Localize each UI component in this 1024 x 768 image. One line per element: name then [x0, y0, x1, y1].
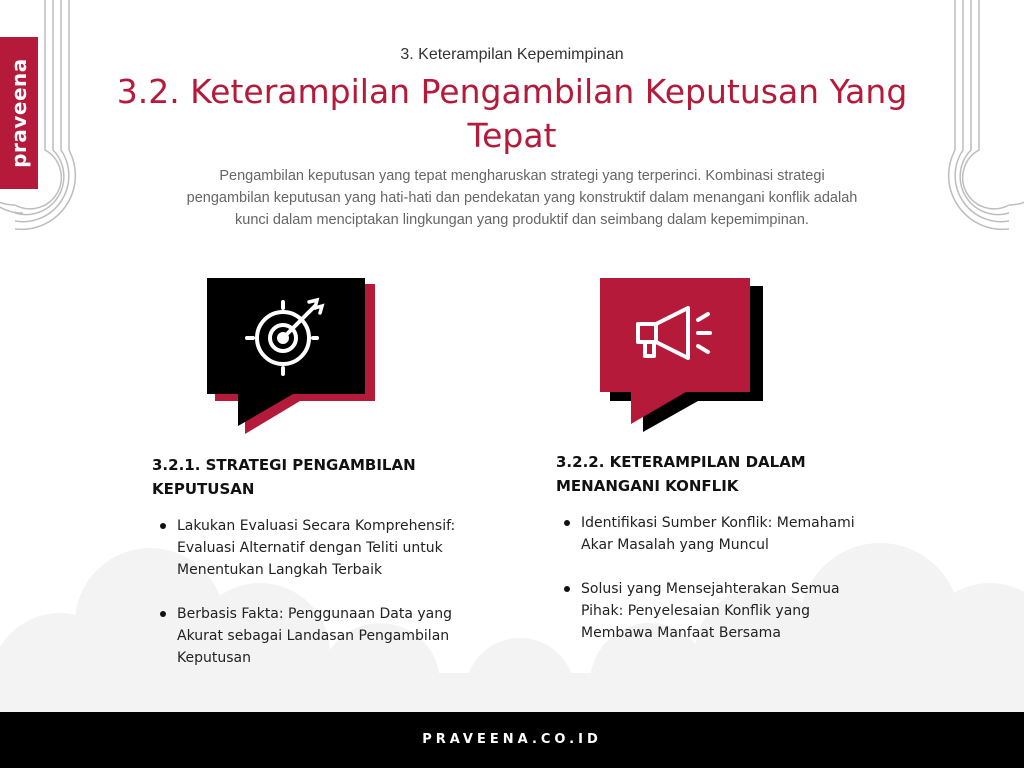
conflict-bullet-list — [562, 512, 882, 666]
list-item: Identifikasi Sumber Konflik: Memahami Akar Masalah yang Muncul — [562, 512, 882, 556]
page-title: 3.2. Keterampilan Pengambilan Keputusan Yang Tepat — [116, 72, 908, 155]
speech-bubble-conflict — [598, 276, 763, 436]
intro-paragraph: Pengambilan keputusan yang tepat mengharuskan strategi yang terperinci. Kombinasi strategi pengambilan keputusan yang hati-hati dan pendekatan yang konstruktif dalam menangani konflik adalah kunci dalam menciptakan lingkungan yang produktif dan seimbang dalam kepemimpinan. — [186, 168, 858, 228]
list-item: Lakukan Evaluasi Secara Komprehensif: Evaluasi Alternatif dengan Teliti untuk Menentukan Langkah Terbaik — [158, 515, 498, 581]
speech-bubble-strategy — [205, 276, 375, 436]
brand-logo-text: praveena — [7, 58, 31, 168]
strategy-bullet-list — [158, 515, 498, 691]
decorative-arch-lines-right — [944, 0, 1024, 240]
section-subtitle: 3. Keterampilan Kepemimpinan — [400, 46, 624, 63]
footer-website-link[interactable]: PRAVEENA.CO.ID — [422, 732, 602, 747]
list-item: Berbasis Fakta: Penggunaan Data yang Akurat sebagai Landasan Pengambilan Keputusan — [158, 603, 498, 669]
section-heading-strategy: 3.2.1. STRATEGI PENGAMBILAN KEPUTUSAN — [152, 456, 416, 498]
list-item: Solusi yang Mensejahterakan Semua Pihak: Penyelesaian Konflik yang Membawa Manfaat Bersama — [562, 578, 882, 644]
footer-bar — [0, 712, 1024, 768]
section-heading-conflict: 3.2.2. KETERAMPILAN DALAM MENANGANI KONFLIK — [556, 453, 806, 495]
